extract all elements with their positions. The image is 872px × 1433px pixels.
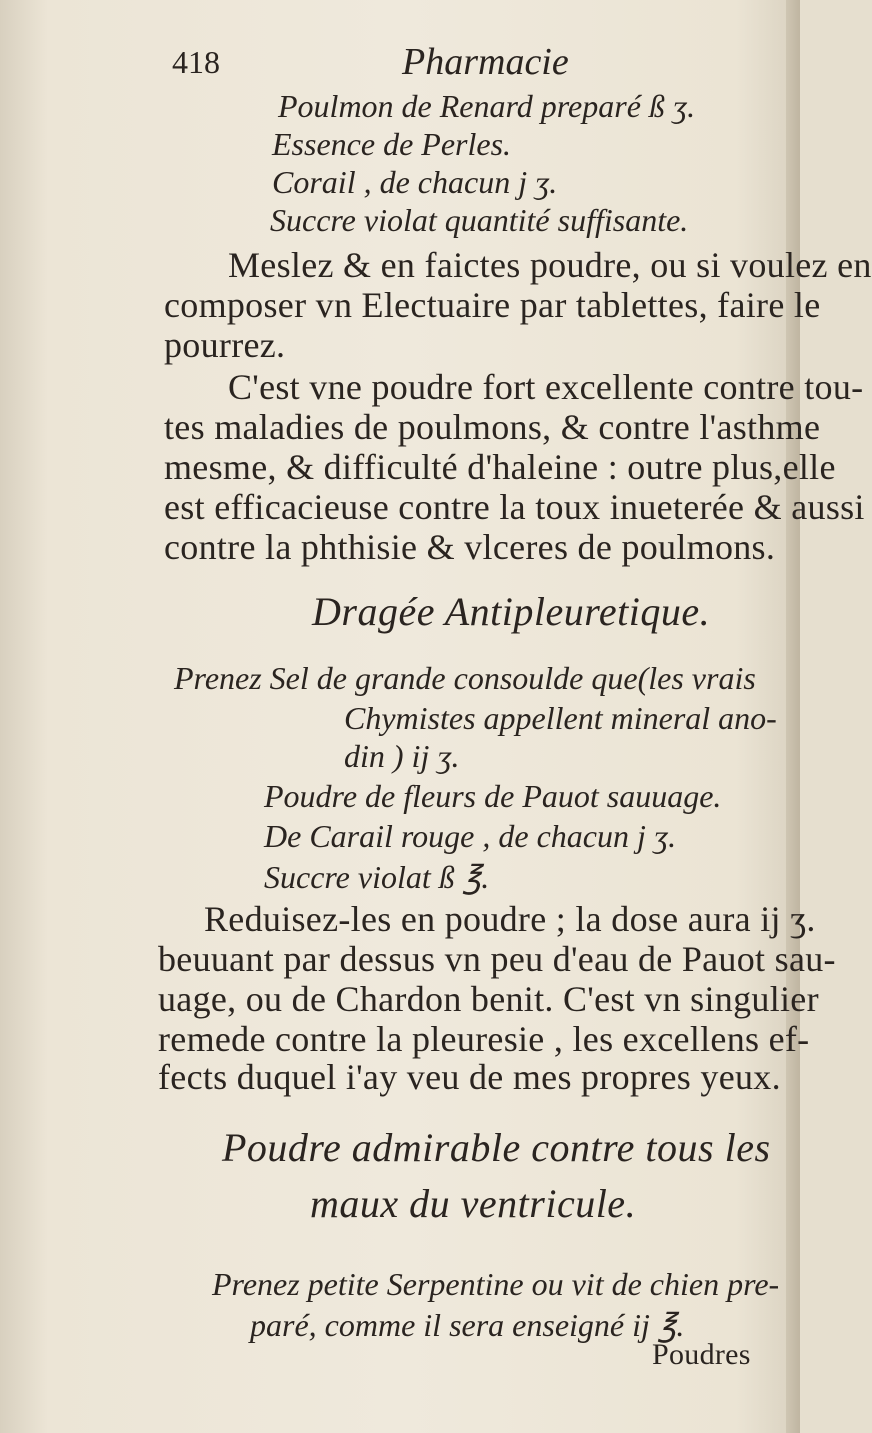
recipe-ingredient: Chymistes appellent mineral ano- <box>344 700 777 736</box>
recipe-ingredient: Essence de Perles. <box>272 126 512 162</box>
recipe-ingredient: Corail , de chacun j ʒ. <box>272 164 558 200</box>
paragraph-line: pourrez. <box>164 325 286 365</box>
section-title: Dragée Antipleuretique. <box>312 589 711 634</box>
section-title: maux du ventricule. <box>310 1181 637 1226</box>
recipe-ingredient: Succre violat ß ℥. <box>264 859 490 895</box>
recipe-ingredient: Prenez Sel de grande consoulde que(les vrais <box>174 660 756 696</box>
page-number: 418 <box>172 44 220 80</box>
recipe-ingredient: din ) ij ʒ. <box>344 738 460 774</box>
paragraph-line: est efficacieuse contre la toux inueterée & aussi <box>164 487 865 527</box>
paragraph-line: composer vn Electuaire par tablettes, faire le <box>164 285 821 325</box>
catchword: Poudres <box>652 1338 751 1371</box>
recipe-ingredient: De Carail rouge , de chacun j ʒ. <box>264 818 677 854</box>
recipe-ingredient: Poudre de fleurs de Pauot sauuage. <box>264 778 722 814</box>
page-gutter-shadow <box>786 0 800 1433</box>
paragraph-line: uage, ou de Chardon benit. C'est vn singulier <box>158 979 819 1019</box>
paragraph-line: C'est vne poudre fort excellente contre tou- <box>228 367 864 407</box>
paragraph-line: mesme, & difficulté d'haleine : outre plus,elle <box>164 447 836 487</box>
paragraph-line: beuuant par dessus vn peu d'eau de Pauot sau- <box>158 939 836 979</box>
paragraph-line: remede contre la pleuresie , les excellens ef- <box>158 1019 810 1059</box>
paragraph-line: fects duquel i'ay veu de mes propres yeux. <box>158 1057 781 1097</box>
recipe-ingredient: Prenez petite Serpentine ou vit de chien pre- <box>212 1266 780 1302</box>
section-title: Poudre admirable contre tous les <box>222 1125 771 1170</box>
paragraph-line: Reduisez-les en poudre ; la dose aura ij ʒ. <box>204 899 816 939</box>
paragraph-line: Meslez & en faictes poudre, ou si voulez en <box>228 245 872 285</box>
recipe-ingredient: paré, comme il sera enseigné ij ℥. <box>250 1307 685 1343</box>
paragraph-line: tes maladies de poulmons, & contre l'asthme <box>164 407 821 447</box>
recipe-ingredient: Poulmon de Renard preparé ß ʒ. <box>278 88 696 124</box>
recipe-ingredient: Succre violat quantité suffisante. <box>270 202 689 238</box>
running-head: Pharmacie <box>402 41 569 83</box>
paragraph-line: contre la phthisie & vlceres de poulmons. <box>164 527 776 567</box>
